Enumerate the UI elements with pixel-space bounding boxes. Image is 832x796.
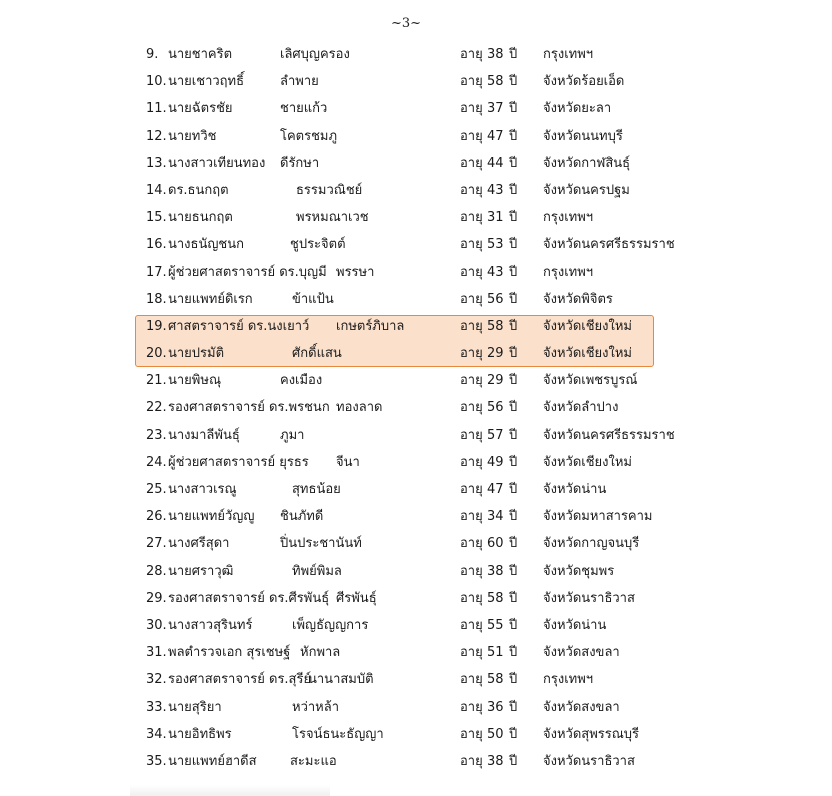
province: จังหวัดสงขลา [543, 645, 620, 661]
person-name: นางสาวเทียนทอง [168, 155, 266, 171]
person-surname: ข้าแป้น [292, 291, 334, 307]
age-value: 51 [487, 645, 504, 661]
year-label: ปี [509, 264, 518, 280]
year-label: ปี [509, 590, 518, 606]
province: จังหวัดเพชรบูรณ์ [543, 373, 638, 389]
province: กรุงเทพฯ [543, 47, 594, 62]
age-label: อายุ [460, 617, 483, 633]
age-value: 43 [487, 182, 504, 198]
year-label: ปี [509, 753, 518, 769]
province: จังหวัดนครปฐม [543, 182, 630, 198]
list-item [0, 449, 832, 476]
province: จังหวัดน่าน [543, 617, 607, 633]
age-value: 58 [487, 590, 504, 606]
list-item [0, 476, 832, 503]
person-surname: พรรษา [336, 264, 375, 280]
person-name: นายพิษณุ [168, 373, 222, 389]
province: จังหวัดน่าน [543, 482, 607, 497]
province: จังหวัดร้อยเอ็ด [543, 74, 625, 90]
age-value: 44 [487, 155, 504, 171]
age-label: อายุ [460, 373, 483, 389]
age-label: อายุ [460, 753, 483, 769]
age-value: 50 [487, 726, 504, 742]
year-label: ปี [509, 128, 518, 144]
age-label: อายุ [460, 482, 483, 497]
person-surname: ชูประจิตต์ [290, 237, 346, 253]
age-label: อายุ [460, 237, 483, 253]
list-item [0, 666, 832, 693]
province: จังหวัดชุมพร [543, 563, 615, 579]
age-label: อายุ [460, 726, 483, 742]
person-name: นายปรมัติ [168, 346, 225, 362]
age-value: 60 [487, 536, 504, 552]
person-name: นายแพทย์ฮาดีส [168, 753, 257, 769]
list-item [0, 313, 832, 340]
province: จังหวัดนนทบุรี [543, 128, 623, 144]
list-item [0, 394, 832, 421]
person-name: นายแพทย์วัญญู [168, 509, 255, 525]
person-surname: ทองลาด [336, 400, 383, 416]
age-label: อายุ [460, 74, 483, 90]
person-surname: หว่าหล้า [292, 699, 340, 715]
item-number: 18. [146, 291, 167, 307]
year-label: ปี [509, 291, 518, 307]
list-item [0, 612, 832, 639]
age-label: อายุ [460, 699, 483, 715]
item-number: 22. [146, 400, 167, 416]
item-number: 26. [146, 509, 167, 525]
list-item [0, 367, 832, 394]
person-name: ผู้ช่วยศาสตราจารย์ ยุรธร [168, 454, 309, 470]
age-value: 53 [487, 237, 504, 253]
item-number: 25. [146, 482, 167, 497]
age-label: อายุ [460, 155, 483, 171]
year-label: ปี [509, 617, 518, 633]
list-item [0, 95, 832, 122]
age-value: 58 [487, 318, 504, 334]
year-label: ปี [509, 536, 518, 552]
person-surname: ธรรมวณิชย์ [296, 182, 363, 198]
year-label: ปี [509, 210, 518, 226]
age-label: อายุ [460, 346, 483, 362]
item-number: 27. [146, 536, 167, 552]
province: จังหวัดลำปาง [543, 400, 619, 416]
person-name: นางธนัญชนก [168, 237, 245, 253]
age-value: 38 [487, 753, 504, 769]
item-number: 10. [146, 74, 167, 90]
person-surname: ภูมา [280, 427, 305, 443]
year-label: ปี [509, 509, 518, 525]
province: จังหวัดสุพรรณบุรี [543, 726, 640, 742]
age-value: 56 [487, 400, 504, 416]
year-label: ปี [509, 101, 518, 117]
list-item [0, 530, 832, 557]
person-name: นางมาลีพันธุ์ [168, 427, 240, 443]
year-label: ปี [509, 400, 518, 416]
age-label: อายุ [460, 645, 483, 661]
person-name: นายศราวุฒิ [168, 563, 234, 579]
item-number: 13. [146, 155, 167, 171]
person-name: รองศาสตราจารย์ ดร.พรชนก [168, 400, 330, 416]
age-value: 49 [487, 454, 504, 470]
year-label: ปี [509, 318, 518, 334]
province: จังหวัดมหาสารคาม [543, 509, 653, 525]
age-value: 57 [487, 427, 504, 443]
province: จังหวัดเชียงใหม่ [543, 318, 632, 334]
age-value: 47 [487, 128, 504, 144]
item-number: 28. [146, 563, 167, 579]
person-name: ดร.ธนกฤต [168, 182, 229, 198]
year-label: ปี [509, 454, 518, 470]
person-name: ผู้ช่วยศาสตราจารย์ ดร.บุญมี [168, 264, 327, 280]
person-surname: นานาสมบัติ [308, 672, 374, 688]
person-surname: สุทธน้อย [292, 482, 341, 497]
item-number: 20. [146, 346, 167, 362]
list-item [0, 422, 832, 449]
person-name: ศาสตราจารย์ ดร.นงเยาว์ [168, 318, 310, 334]
province: จังหวัดนราธิวาส [543, 753, 635, 769]
age-label: อายุ [460, 400, 483, 416]
list-item [0, 286, 832, 313]
province: จังหวัดพิจิตร [543, 291, 613, 307]
age-label: อายุ [460, 291, 483, 307]
year-label: ปี [509, 346, 518, 362]
item-number: 17. [146, 264, 167, 280]
person-name: นายอิทธิพร [168, 726, 232, 742]
province: จังหวัดนราธิวาส [543, 590, 635, 606]
person-name: นายเชาวฤทธิ์ [168, 74, 245, 90]
age-label: อายุ [460, 509, 483, 525]
person-name: นางศรีสุดา [168, 536, 230, 552]
province: กรุงเทพฯ [543, 672, 594, 688]
province: จังหวัดสงขลา [543, 699, 620, 715]
age-value: 38 [487, 563, 504, 579]
age-label: อายุ [460, 264, 483, 280]
person-surname: ทิพย์พิมล [292, 563, 342, 579]
person-surname: เพ็ญธัญญการ [292, 617, 369, 633]
name-list [0, 41, 832, 775]
age-label: อายุ [460, 672, 483, 688]
person-surname: ศีรพันธุ์ [336, 590, 377, 606]
list-item [0, 558, 832, 585]
province: จังหวัดนครศรีธรรมราช [543, 237, 675, 253]
item-number: 21. [146, 373, 167, 389]
year-label: ปี [509, 672, 518, 688]
list-item [0, 585, 832, 612]
list-item [0, 231, 832, 258]
person-surname: คงเมือง [280, 373, 323, 389]
year-label: ปี [509, 482, 518, 497]
person-name: นายชาคริต [168, 47, 233, 62]
item-number: 15. [146, 210, 167, 226]
list-item [0, 68, 832, 95]
item-number: 24. [146, 454, 167, 470]
person-surname: โคตรชมภู [280, 128, 338, 144]
person-name: นางสาวเรณู [168, 482, 237, 497]
item-number: 32. [146, 672, 167, 688]
item-number: 12. [146, 128, 167, 144]
province: กรุงเทพฯ [543, 264, 594, 280]
age-label: อายุ [460, 563, 483, 579]
list-item [0, 340, 832, 367]
item-number: 14. [146, 182, 167, 198]
age-value: 58 [487, 672, 504, 688]
province: กรุงเทพฯ [543, 210, 594, 226]
province: จังหวัดเชียงใหม่ [543, 346, 632, 362]
year-label: ปี [509, 74, 518, 90]
item-number: 16. [146, 237, 167, 253]
age-label: อายุ [460, 318, 483, 334]
year-label: ปี [509, 427, 518, 443]
person-surname: เกษตร์ภิบาล [336, 318, 405, 334]
item-number: 34. [146, 726, 167, 742]
age-value: 43 [487, 264, 504, 280]
person-surname: ดีรักษา [280, 155, 320, 171]
person-surname: ศักดิ์แสน [292, 346, 342, 362]
person-surname: ชายแก้ว [280, 101, 328, 117]
province: จังหวัดนครศรีธรรมราช [543, 427, 675, 443]
person-name: นายธนกฤต [168, 210, 233, 226]
item-number: 30. [146, 617, 167, 633]
item-number: 19. [146, 318, 167, 334]
age-value: 55 [487, 617, 504, 633]
year-label: ปี [509, 699, 518, 715]
item-number: 11. [146, 101, 167, 117]
page-cutoff-fade [130, 785, 330, 796]
age-value: 29 [487, 346, 504, 362]
list-item [0, 748, 832, 775]
year-label: ปี [509, 182, 518, 198]
age-label: อายุ [460, 590, 483, 606]
year-label: ปี [509, 237, 518, 253]
person-name: นายสุริยา [168, 699, 222, 715]
year-label: ปี [509, 726, 518, 742]
person-name: พลตำรวจเอก สุรเชษฐ์ [168, 645, 291, 661]
year-label: ปี [509, 373, 518, 389]
list-item [0, 639, 832, 666]
person-name: นายฉัตรชัย [168, 101, 233, 117]
person-name: นายแพทย์ดิเรก [168, 291, 253, 307]
age-value: 47 [487, 482, 504, 497]
list-item [0, 259, 832, 286]
year-label: ปี [509, 47, 518, 62]
list-item [0, 177, 832, 204]
person-surname: สะมะแอ [290, 753, 337, 769]
age-label: อายุ [460, 101, 483, 117]
age-value: 37 [487, 101, 504, 117]
person-surname: ชินภัทดี [280, 509, 324, 525]
year-label: ปี [509, 155, 518, 171]
province: จังหวัดกาญจนบุรี [543, 536, 640, 552]
list-item [0, 150, 832, 177]
age-value: 29 [487, 373, 504, 389]
person-surname: หักพาล [300, 645, 341, 661]
province: จังหวัดยะลา [543, 101, 612, 117]
age-label: อายุ [460, 210, 483, 226]
age-label: อายุ [460, 427, 483, 443]
age-value: 34 [487, 509, 504, 525]
province: จังหวัดกาฬสินธุ์ [543, 155, 631, 171]
age-label: อายุ [460, 47, 483, 62]
age-value: 56 [487, 291, 504, 307]
person-surname: ลำพาย [280, 74, 319, 90]
list-item [0, 694, 832, 721]
list-item [0, 204, 832, 231]
item-number: 23. [146, 427, 167, 443]
age-value: 31 [487, 210, 504, 226]
item-number: 33. [146, 699, 167, 715]
person-surname: จีนา [336, 454, 360, 470]
province: จังหวัดเชียงใหม่ [543, 454, 632, 470]
person-surname: ปิ่นประชานันท์ [280, 536, 362, 552]
person-surname: เลิศบุญครอง [280, 47, 350, 62]
person-name: นางสาวสุรินทร์ [168, 617, 253, 633]
age-label: อายุ [460, 182, 483, 198]
list-item [0, 503, 832, 530]
item-number: 35. [146, 753, 167, 769]
person-name: รองศาสตราจารย์ ดร.ศีรพันธุ์ [168, 590, 330, 606]
age-value: 38 [487, 47, 504, 62]
page-number: ~3~ [390, 16, 422, 31]
age-label: อายุ [460, 536, 483, 552]
list-item [0, 721, 832, 748]
person-surname: โรจน์ธนะธัญญา [292, 726, 384, 742]
person-name: นายทวิช [168, 128, 217, 144]
age-label: อายุ [460, 454, 483, 470]
year-label: ปี [509, 645, 518, 661]
list-item [0, 123, 832, 150]
year-label: ปี [509, 563, 518, 579]
age-value: 58 [487, 74, 504, 90]
item-number: 29. [146, 590, 167, 606]
person-name: รองศาสตราจารย์ ดร.สุรีย์ [168, 672, 312, 688]
list-item [0, 41, 832, 68]
age-label: อายุ [460, 128, 483, 144]
age-value: 36 [487, 699, 504, 715]
item-number: 31. [146, 645, 167, 661]
item-number: 9. [146, 47, 159, 62]
person-surname: พรหมณาเวช [296, 210, 369, 226]
